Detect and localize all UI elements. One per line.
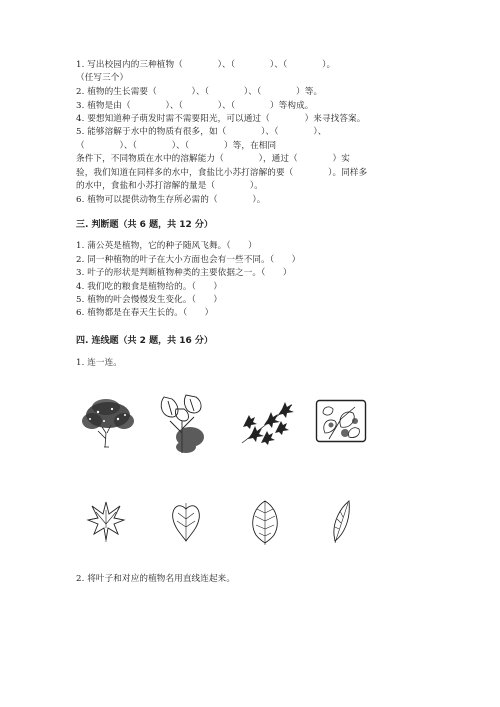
fill-line-3: 2. 植物的生长需要（ ）、（ ）、（ ）等。 (76, 87, 323, 97)
judge-item-3: 3. 叶子的形状是判断植物种类的主要依据之一。（ ） (76, 268, 292, 278)
tree-icon (78, 397, 138, 449)
section3-title: 三. 判断题（共 6 题，共 12 分） (76, 220, 213, 230)
fill-line-5: 4. 要想知道种子萌发时需不需要阳光，可以通过（ ）来寻找答案。 (76, 114, 366, 124)
fill-line-9: 验，我们知道在同样多的水中，食盐比小苏打溶解的要（ ）。同样多 (76, 168, 368, 178)
judge-item-4: 4. 我们吃的粮食是植物给的。（ ） (76, 282, 223, 292)
judge-item-2: 2. 同一种植物的叶子在大小方面也会有一些不同。（ ） (76, 255, 301, 265)
judge-item-6: 6. 植物都是在春天生长的。（ ） (76, 308, 214, 318)
leafy-branch-icon (156, 391, 208, 455)
judge-item-1: 1. 蒲公英是植物，它的种子随风飞舞。（ ） (76, 241, 257, 251)
fill-line-2: （任写三个） (76, 73, 129, 83)
fill-line-10: 的水中，食盐和小苏打溶解的量是（ ）。 (76, 181, 263, 191)
maple-branch-icon (238, 399, 296, 447)
match-q2: 2. 将叶子和对应的植物名用直线连起来。 (76, 574, 236, 584)
framed-plant-icon (315, 399, 367, 443)
fill-line-1: 1. 写出校园内的三种植物（ ）、（ ）、（ ）。 (76, 60, 336, 70)
maple-leaf-icon (86, 500, 126, 544)
oval-leaf-icon (248, 499, 282, 547)
section4-title: 四. 连线题（共 2 题，共 16 分） (76, 336, 213, 346)
match-q1: 1. 连一连。 (76, 358, 123, 368)
fill-line-6: 5. 能够溶解于水中的物质有很多，如（ ）、（ ）、 (76, 127, 327, 137)
fill-line-11: 6. 植物可以提供动物生存所必需的（ ）。 (76, 195, 266, 205)
fill-line-8: 条件下，不同物质在水中的溶解能力（ ），通过（ ）实 (76, 154, 350, 164)
fill-line-7: （ ）、（ ）、（ ）等，在相同 (76, 141, 277, 151)
fill-line-4: 3. 植物是由（ ）、（ ）、（ ）等构成。 (76, 101, 314, 111)
lance-leaf-icon (329, 499, 355, 545)
judge-item-5: 5. 植物的叶会慢慢发生变化。（ ） (76, 295, 223, 305)
heart-leaf-icon (170, 499, 202, 545)
